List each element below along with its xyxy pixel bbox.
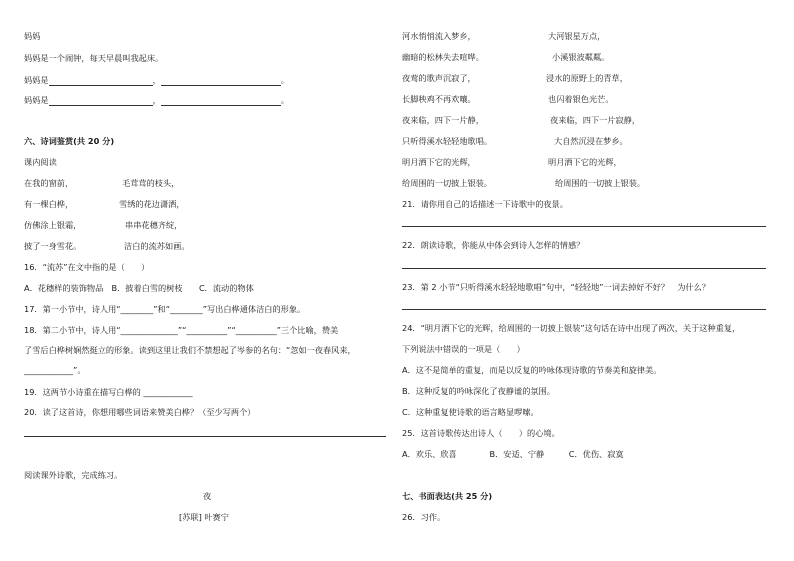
poem-line	[124, 241, 190, 252]
poem2-line: 明月洒下它的光辉，	[548, 157, 622, 167]
comma: ，	[152, 95, 161, 105]
question-16: 16．“流苏”在文中指的是（ ）	[24, 262, 150, 272]
poem2-line: 夜莺的歌声沉寂了，	[402, 73, 476, 83]
poem-line	[119, 199, 185, 210]
blank[interactable]	[161, 97, 281, 106]
poem2-line: 长脚秧鸡不再欢嚷。	[402, 94, 476, 104]
poem2-line: 明月洒下它的光辉，	[402, 157, 476, 167]
poem-right: 串串花穗齐绽，	[125, 220, 183, 230]
question-24-line-1: 24．“明月洒下它的光辉，给周围的一切披上银装”这句话在诗中出现了两次，关于这种重复，	[402, 323, 741, 333]
question-24-option-c[interactable]: C．这种重复使诗歌的语言略显啰嗦。	[402, 407, 539, 417]
poem-left: 有一棵白桦，	[24, 199, 74, 209]
question-21: 21．请你用自己的话描述一下诗歌中的夜景。	[402, 199, 568, 209]
poem2-line: 大自然沉浸在梦乡。	[554, 136, 628, 146]
question-19: 19．这两节小诗重在描写白桦的 ____________	[24, 387, 193, 397]
poem-right: 洁白的流苏如画。	[124, 241, 190, 251]
blank[interactable]	[161, 77, 281, 86]
poem-right: 毛茸茸的枝头，	[122, 178, 180, 188]
poem-line	[24, 199, 73, 210]
reading-title: 课内阅读	[24, 157, 57, 167]
section-7-heading: 七、书面表达(共 25 分)	[402, 491, 493, 501]
poem2-title: 夜	[203, 491, 212, 501]
poem-line	[24, 241, 81, 252]
poem2-author: [苏联] 叶赛宁	[179, 512, 229, 522]
poem2-line: 河水悄悄流入梦乡，	[402, 31, 476, 41]
poem2-line: 幽暗的松林失去喧哗。	[402, 52, 484, 62]
question-22: 22．朗读诗歌，你能从中体会到诗人怎样的情感？	[402, 240, 585, 250]
poem2-line: 浸水的原野上的青草，	[546, 73, 628, 83]
alarm-example: 妈妈是一个闹钟，每天早晨叫我起床。	[24, 53, 164, 63]
period: 。	[280, 75, 289, 85]
question-24-option-a[interactable]: A．这不是简单的重复，而是以反复的吟咏体现诗歌的节奏美和旋律美。	[402, 365, 662, 375]
question-16-options[interactable]: A．花穗样的装饰物品 B．披着白雪的树枝 C．流动的物体	[24, 283, 254, 293]
poem-right: 雪绣的花边潇洒，	[119, 199, 185, 209]
blank[interactable]	[49, 77, 153, 86]
poem2-line: 夜来临，四下一片静，	[402, 115, 484, 125]
fill-line-1-prefix: 妈妈是	[24, 75, 49, 85]
poem2-line: 大河银星万点，	[548, 31, 606, 41]
poem-line	[125, 220, 182, 231]
question-18-line-3: ____________”。	[24, 365, 86, 375]
poem2-line: 小溪银波粼粼。	[552, 52, 610, 62]
question-25-options[interactable]: A．欢乐、欣喜 B．安适、宁静 C．优伤、寂寞	[402, 449, 624, 459]
question-24-option-b[interactable]: B．这种反复的吟咏深化了夜静谧的氛围。	[402, 386, 555, 396]
answer-line-22[interactable]	[402, 268, 766, 269]
poem-line	[122, 178, 179, 189]
question-17: 17．第一小节中，诗人用“________”和“________”写出白桦通体洁白的形象。	[24, 304, 306, 314]
mama-line: 妈妈	[24, 31, 41, 41]
question-20: 20．读了这首诗，你想用哪些词语来赞美白桦？（至少写两个）	[24, 407, 256, 417]
answer-line-23[interactable]	[402, 309, 766, 310]
poem2-line: 夜来临，四下一片寂静，	[550, 115, 641, 125]
question-18-line-1: 18．第二小节中，诗人用“______________”“__________”“__________”三个比喻，赞美	[24, 325, 339, 335]
extra-reading-instruction: 阅读课外诗歌，完成练习。	[24, 470, 123, 480]
question-23: 23．第 2 小节“只听得溪水轻轻地歌唱”句中，“轻轻地”一词去掉好不好？ 为什么？	[402, 282, 710, 292]
fill-line-1	[24, 75, 289, 86]
comma: ，	[152, 75, 161, 85]
fill-line-2-prefix: 妈妈是	[24, 95, 49, 105]
poem-line	[24, 220, 81, 231]
poem2-line: 只听得溪水轻轻地歌唱。	[402, 136, 493, 146]
fill-line-2	[24, 95, 289, 106]
poem2-line: 也闪着银色光芒。	[548, 94, 614, 104]
question-24-line-2: 下列说法中错误的一项是（ ）	[402, 344, 525, 354]
poem2-line: 给周围的一切披上银装。	[555, 178, 646, 188]
poem-left: 在我的窗前，	[24, 178, 74, 188]
section-6-heading: 六、诗词鉴赏(共 20 分)	[24, 136, 115, 146]
period: 。	[280, 95, 289, 105]
answer-line-21[interactable]	[402, 226, 766, 227]
poem-left: 仿佛涂上银霜，	[24, 220, 82, 230]
poem-line	[24, 178, 73, 189]
question-26: 26．习作。	[402, 512, 446, 522]
poem2-line: 给周围的一切披上银装。	[402, 178, 493, 188]
question-25: 25．这首诗歌传达出诗人（ ）的心境。	[402, 428, 560, 438]
answer-line-20[interactable]	[24, 436, 386, 437]
blank[interactable]	[49, 97, 153, 106]
poem-left: 披了一身雪花。	[24, 241, 82, 251]
question-18-line-2: 了雪后白桦树娴然挺立的形象。读到这里让我们不禁想起了岑参的名句：“忽如一夜春风来，	[24, 345, 356, 355]
